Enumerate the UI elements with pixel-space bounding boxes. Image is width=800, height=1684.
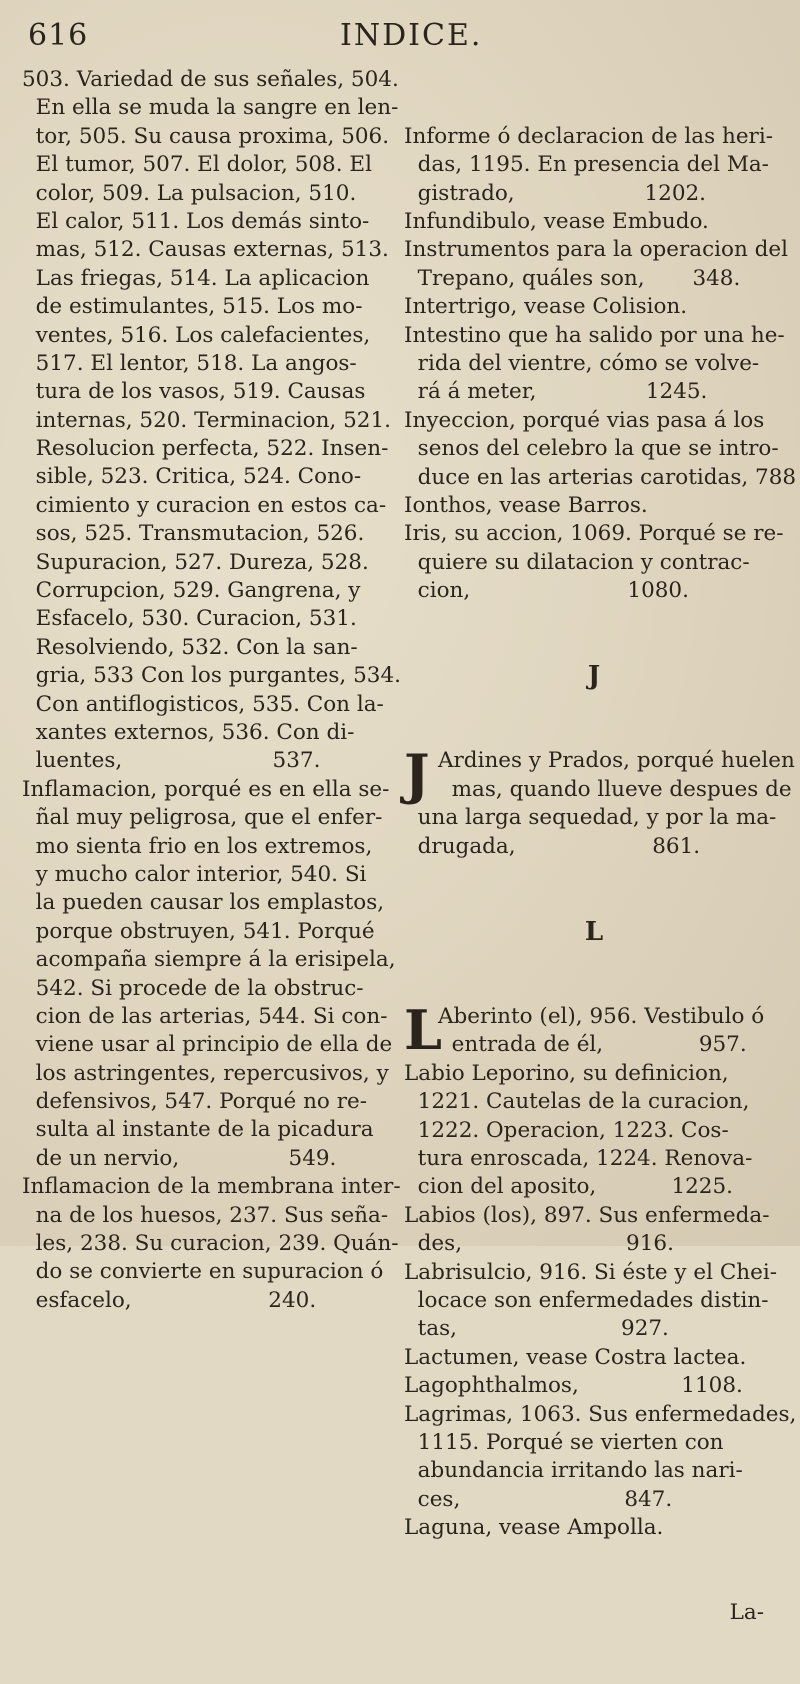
index-line: Lagrimas, 1063. Sus enfermedades, [404, 1401, 797, 1427]
index-line: sos, 525. Transmutacion, 526. [22, 521, 365, 547]
index-line: Intestino que ha salido por una he- [404, 322, 785, 348]
index-line: Con antiflogisticos, 535. Con la- [22, 691, 384, 717]
index-line: cion del aposito, 1225. [404, 1174, 733, 1200]
index-line: cion de las arterias, 544. Si con- [22, 1003, 388, 1029]
index-line: Intertrigo, vease Colision. [404, 294, 688, 320]
index-line: Lactumen, vease Costra lactea. [404, 1344, 747, 1370]
drop-cap: J [404, 742, 430, 807]
index-line: Ardines y Prados, porqué huelen [438, 748, 795, 774]
index-line: 503. Variedad de sus señales, 504. [22, 67, 399, 92]
index-line: Iris, su accion, 1069. Porqué se re- [404, 521, 784, 547]
index-line: los astringentes, repercusivos, y [22, 1060, 389, 1086]
index-line: una larga sequedad, y por la ma- [404, 805, 777, 831]
index-line: internas, 520. Terminacion, 521. [22, 407, 391, 433]
index-line: la pueden causar los emplastos, [22, 890, 385, 916]
index-line: mas, 512. Causas externas, 513. [22, 237, 389, 263]
index-line: entrada de él, 957. [438, 1032, 747, 1058]
index-line: Esfacelo, 530. Curacion, 531. [22, 606, 357, 632]
index-line: les, 238. Su curacion, 239. Quán- [22, 1231, 399, 1257]
index-line: mas, quando llueve despues de [438, 776, 792, 802]
index-line: Labios (los), 897. Sus enfermeda- [404, 1202, 770, 1228]
index-line: 1115. Porqué se vierten con [404, 1429, 724, 1455]
index-line: Supuracion, 527. Dureza, 528. [22, 549, 369, 575]
index-line: Aberinto (el), 956. Vestibulo ó [438, 1004, 765, 1030]
index-line: gria, 533 Con los purgantes, 534. [22, 663, 401, 689]
index-line: 517. El lentor, 518. La angos- [22, 350, 357, 376]
running-title: INDICE. [340, 18, 483, 53]
index-line: xantes externos, 536. Con di- [22, 719, 355, 745]
index-line: Labio Leporino, su definicion, [404, 1060, 729, 1086]
index-line: cimiento y curacion en estos ca- [22, 492, 387, 518]
index-line: Trepano, quáles son, 348. [404, 265, 741, 291]
index-line: Corrupcion, 529. Gangrena, y [22, 578, 361, 604]
page-number: 616 [28, 18, 89, 53]
index-line: defensivos, 547. Porqué no re- [22, 1089, 367, 1115]
index-line: drugada, 861. [404, 833, 701, 859]
index-line: das, 1195. En presencia del Ma- [404, 152, 769, 178]
index-line: esfacelo, 240. [22, 1287, 317, 1313]
index-line: Las friegas, 514. La aplicacion [22, 265, 370, 291]
index-line: gistrado, 1202. [404, 180, 707, 206]
index-line: sible, 523. Critica, 524. Cono- [22, 464, 362, 490]
index-line: mo sienta frio en los extremos, [22, 833, 373, 859]
index-line: sulta al instante de la picadura [22, 1117, 374, 1143]
index-line: tura de los vasos, 519. Causas [22, 379, 366, 405]
index-line: Resolviendo, 532. Con la san- [22, 634, 358, 660]
index-line: 1221. Cautelas de la curacion, [404, 1089, 750, 1115]
index-line: luentes, 537. [22, 748, 321, 774]
index-line: Laguna, vease Ampolla. [404, 1515, 664, 1541]
index-line: ces, 847. [404, 1486, 673, 1512]
index-line: Ionthos, vease Barros. [404, 492, 648, 518]
index-line: na de los huesos, 237. Sus seña- [22, 1202, 389, 1228]
index-line: Labrisulcio, 916. Si éste y el Chei- [404, 1259, 777, 1285]
index-line: color, 509. La pulsacion, 510. [22, 180, 357, 206]
index-line: Inyeccion, porqué vias pasa á los [404, 407, 765, 433]
index-line: locace son enfermedades distin- [404, 1287, 769, 1313]
index-line: El tumor, 507. El dolor, 508. El [22, 152, 372, 178]
right-column [404, 66, 797, 1684]
section-letter-j: J [587, 661, 601, 692]
index-line: y mucho calor interior, 540. Si [22, 861, 367, 887]
left-column [22, 66, 402, 1315]
index-line: El calor, 511. Los demás sinto- [22, 208, 370, 234]
index-line: Inflamacion, porqué es en ella se- [22, 776, 390, 802]
index-line: quiere su dilatacion y contrac- [404, 549, 750, 575]
index-line: rida del vientre, cómo se volve- [404, 350, 760, 376]
index-line: abundancia irritando las nari- [404, 1458, 743, 1484]
index-line: de un nervio, 549. [22, 1145, 337, 1171]
index-line: Lagophthalmos, 1108. [404, 1373, 743, 1399]
index-line: viene usar al principio de ella de [22, 1032, 393, 1058]
index-line: Inflamacion de la membrana inter- [22, 1174, 401, 1200]
index-line: des, 916. [404, 1231, 674, 1257]
index-line: tas, 927. [404, 1316, 669, 1342]
index-line: Resolucion perfecta, 522. Insen- [22, 436, 389, 462]
index-line: 1222. Operacion, 1223. Cos- [404, 1117, 729, 1143]
index-line: senos del celebro la que se intro- [404, 436, 779, 462]
index-line: cion, 1080. [404, 578, 689, 604]
index-line: Infundibulo, vease Embudo. [404, 208, 709, 234]
page-header [0, 18, 800, 58]
index-line: de estimulantes, 515. Los mo- [22, 294, 363, 320]
index-line: duce en las arterias carotidas, 788 [404, 464, 797, 490]
index-line: tor, 505. Su causa proxima, 506. [22, 123, 390, 149]
index-line: En ella se muda la sangre en len- [22, 95, 399, 121]
index-line: ñal muy peligrosa, que el enfer- [22, 805, 383, 831]
index-line: 542. Si procede de la obstruc- [22, 975, 364, 1001]
index-line: porque obstruyen, 541. Porqué [22, 918, 375, 944]
index-line: tura enroscada, 1224. Renova- [404, 1146, 753, 1171]
index-line: rá á meter, 1245. [404, 379, 708, 405]
index-line: Informe ó declaracion de las heri- [404, 123, 773, 149]
drop-cap: L [404, 998, 442, 1063]
section-letter-l: L [584, 916, 604, 947]
index-line: acompaña siempre á la erisipela, [22, 947, 396, 973]
catchword: La- [729, 1600, 764, 1626]
index-line: Instrumentos para la operacion del [404, 237, 789, 263]
index-line: do se convierte en supuracion ó [22, 1259, 384, 1285]
index-line: ventes, 516. Los calefacientes, [22, 322, 371, 348]
